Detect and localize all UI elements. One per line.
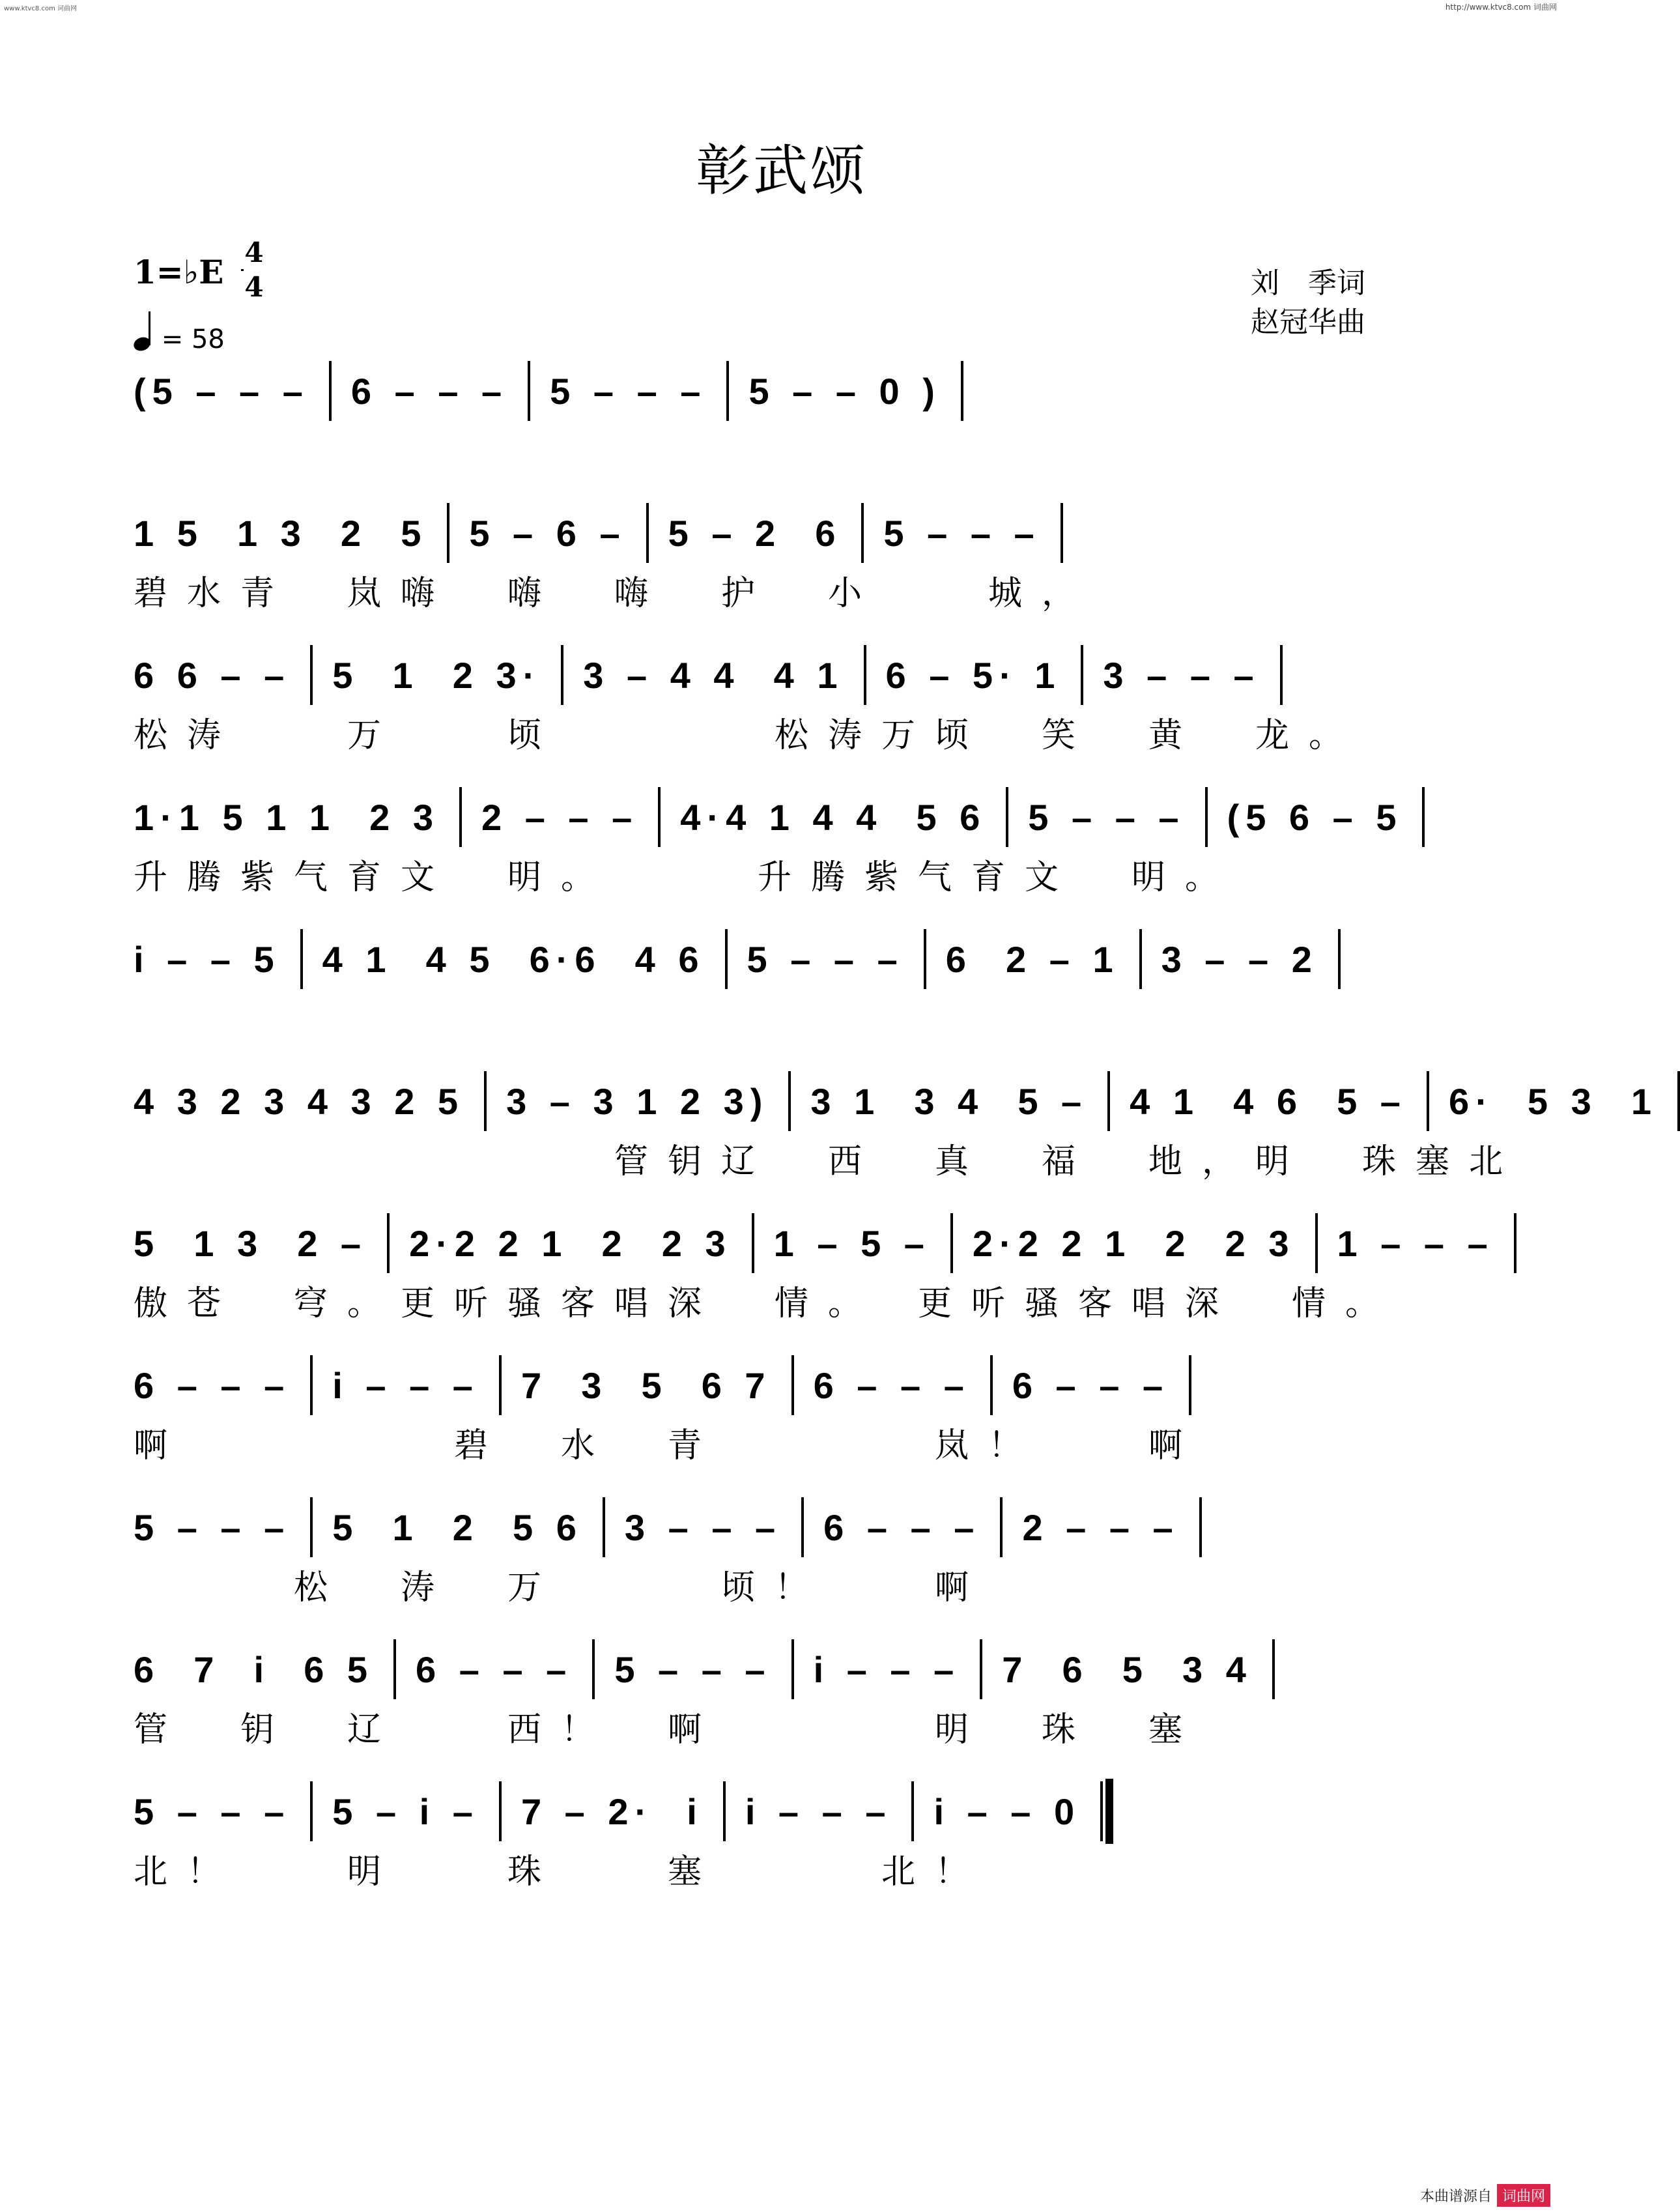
composer: 赵冠华曲 — [1251, 306, 1365, 339]
measure: 5 – – – — [614, 1648, 772, 1690]
barline — [1107, 1071, 1110, 1131]
lyric-line: 北！ 明 珠 塞 北！ — [134, 1852, 989, 1891]
meter-bottom: 4 — [244, 271, 264, 303]
barline — [726, 361, 729, 421]
barline — [1427, 1071, 1429, 1131]
barline — [300, 929, 303, 989]
lyric-line: 管 钥 辽 西！ 啊 明 珠 塞 — [134, 1710, 1203, 1749]
credits — [1251, 264, 1365, 342]
measure: i – – – — [813, 1648, 961, 1690]
measure: 3 – 3 1 2 3) — [506, 1080, 769, 1122]
barline — [723, 1781, 726, 1841]
barline — [1189, 1355, 1191, 1415]
measure: 5 – – – — [550, 370, 707, 412]
measure: 4 3 2 3 4 3 2 5 — [134, 1080, 465, 1122]
measure: 3 – – – — [1103, 654, 1260, 696]
measure: 4 1 4 5 6·6 4 6 — [322, 938, 705, 980]
barline — [1422, 787, 1425, 847]
measure: 6 – – – — [823, 1506, 981, 1548]
music-row — [134, 1640, 1436, 1699]
measure: 6 – – – — [1012, 1364, 1170, 1406]
footer-text: 本曲谱源自 — [1419, 2189, 1492, 2205]
barline — [924, 929, 926, 989]
barline — [791, 1355, 794, 1415]
measure: 2 – – – — [481, 796, 639, 838]
music-row — [134, 1498, 1436, 1557]
barline — [864, 645, 866, 705]
measure: 5 – – – — [134, 1790, 291, 1832]
barline — [1338, 929, 1341, 989]
barline — [447, 503, 449, 563]
barline — [1061, 503, 1063, 563]
music-row — [134, 1782, 1436, 1841]
barline — [329, 361, 332, 421]
key-signature: 1=♭E — [134, 253, 224, 291]
measure: 6 6 – – — [134, 654, 291, 696]
measure: i – – – — [745, 1790, 892, 1832]
barline — [1205, 787, 1208, 847]
music-row — [134, 362, 1436, 420]
measure: 5 – 2 6 — [668, 512, 842, 554]
lyricist: 刘 季词 — [1251, 266, 1365, 300]
measure: 3 – 4 4 4 1 — [583, 654, 844, 696]
measure: 6 2 – 1 — [945, 938, 1120, 980]
barline — [310, 1781, 313, 1841]
measure: 5 – 6 – — [469, 512, 627, 554]
measure: (5 6 – 5 — [1227, 796, 1403, 838]
meter-top: 4 — [244, 237, 264, 268]
measure: i – – 5 — [134, 938, 281, 980]
measure: 6 7 i 6 5 — [134, 1648, 375, 1690]
measure: 2·2 2 1 2 2 3 — [409, 1222, 732, 1264]
barline — [1315, 1213, 1318, 1273]
barline — [911, 1781, 914, 1841]
barline — [658, 787, 661, 847]
measure: i – – – — [332, 1364, 479, 1406]
measure: 5 – – – — [883, 512, 1041, 554]
barline — [1280, 645, 1283, 705]
measure: (5 – – – — [134, 370, 309, 412]
tempo-value: = 58 — [161, 324, 225, 354]
measure: 1 – 5 – — [773, 1222, 931, 1264]
measure: 6 – – – — [134, 1364, 291, 1406]
music-row — [134, 930, 1436, 988]
barline — [561, 645, 563, 705]
barline — [646, 503, 649, 563]
barline — [1100, 1781, 1103, 1841]
lyric-line: 啊 碧 水 青 岚！ 啊 — [134, 1426, 1203, 1465]
footer — [1420, 2184, 1550, 2207]
measure: 1 – – – — [1337, 1222, 1494, 1264]
barline — [1000, 1497, 1003, 1557]
measure: 7 3 5 6 7 — [520, 1364, 772, 1406]
barline — [980, 1639, 982, 1699]
header-left: www.ktvc8.com 词曲网 — [4, 5, 78, 12]
barline — [725, 929, 728, 989]
measure: 5 1 2 3· — [332, 654, 542, 696]
barline — [961, 361, 963, 421]
music-row — [134, 1072, 1658, 1130]
measure: 2·2 2 1 2 2 3 — [972, 1222, 1296, 1264]
music-row — [134, 1214, 1494, 1272]
barline — [791, 1639, 794, 1699]
lyric-line: 管钥辽 西 真 福 地，明 珠塞北 — [134, 1142, 1523, 1181]
barline — [861, 503, 864, 563]
measure: 5 – i – — [332, 1790, 479, 1832]
barline — [387, 1213, 390, 1273]
measure: 6 – – – — [416, 1648, 573, 1690]
header-right: http://www.ktvc8.com 词曲网 — [1445, 3, 1557, 12]
barline — [499, 1355, 502, 1415]
lyric-line: 松涛 万 顷 松涛万顷 笑 黄 龙。 — [134, 716, 1363, 755]
footer-mark: 词曲网 — [1497, 2184, 1550, 2207]
measure: 6 – 5· 1 — [885, 654, 1062, 696]
measure: 5 – – – — [747, 938, 904, 980]
barline — [1006, 787, 1008, 847]
measure: 1 5 1 3 2 5 — [134, 512, 428, 554]
barline — [499, 1781, 502, 1841]
music-row — [134, 788, 1436, 846]
barline — [950, 1213, 953, 1273]
measure: 1·1 5 1 1 2 3 — [134, 796, 440, 838]
measure: 4 1 4 6 5 – — [1130, 1080, 1407, 1122]
meter-line — [241, 269, 244, 271]
barline — [484, 1071, 487, 1131]
music-row — [134, 1356, 1436, 1415]
barline — [990, 1355, 993, 1415]
barline — [310, 1355, 313, 1415]
lyric-line: 碧水青 岚嗨 嗨 嗨 护 小 城， — [134, 574, 1096, 613]
measure: 3 1 3 4 5 – — [810, 1080, 1089, 1122]
lyric-line: 傲苍 穹。更听骚客唱深 情。 更听骚客唱深 情。 — [134, 1284, 1399, 1323]
barline — [788, 1071, 791, 1131]
measure: i – – 0 — [933, 1790, 1081, 1832]
measure: 3 – – – — [624, 1506, 782, 1548]
barline — [1514, 1213, 1516, 1273]
barline — [1081, 645, 1083, 705]
barline — [1139, 929, 1142, 989]
measure: 6 – – – — [350, 370, 509, 412]
time-signature — [241, 238, 267, 302]
barline — [592, 1639, 595, 1699]
music-row — [134, 504, 1436, 562]
measure: 5 – – – — [1028, 796, 1186, 838]
tempo-mark — [134, 313, 225, 354]
barline — [1677, 1071, 1680, 1131]
barline — [801, 1497, 804, 1557]
barline — [310, 1497, 313, 1557]
barline — [1199, 1497, 1202, 1557]
measure: 2 – – – — [1022, 1506, 1180, 1548]
barline — [393, 1639, 396, 1699]
music-row — [134, 646, 1436, 704]
measure: 7 – 2· i — [520, 1790, 704, 1832]
measure: 6· 5 3 1 — [1448, 1080, 1658, 1122]
lyric-line: 松 涛 万 顷！ 啊 — [134, 1568, 989, 1607]
measure: 4·4 1 4 4 5 6 — [680, 796, 987, 838]
measure: 5 1 2 5 6 — [332, 1506, 583, 1548]
barline — [459, 787, 462, 847]
measure: 5 1 3 2 – — [134, 1222, 368, 1264]
measure: 6 – – – — [813, 1364, 971, 1406]
measure: 7 6 5 3 4 — [1002, 1648, 1253, 1690]
measure: 5 – – 0 ) — [748, 370, 941, 412]
quarter-note-icon — [134, 313, 153, 352]
barline — [752, 1213, 754, 1273]
barline — [528, 361, 530, 421]
measure: 5 – – – — [134, 1506, 291, 1548]
page-title: 彰武颂 — [695, 139, 868, 203]
barline — [310, 645, 313, 705]
barline — [603, 1497, 605, 1557]
barline — [1272, 1639, 1275, 1699]
measure: 3 – – 2 — [1161, 938, 1318, 980]
lyric-line: 升腾紫气育文 明。 升腾紫气育文 明。 — [134, 858, 1239, 897]
